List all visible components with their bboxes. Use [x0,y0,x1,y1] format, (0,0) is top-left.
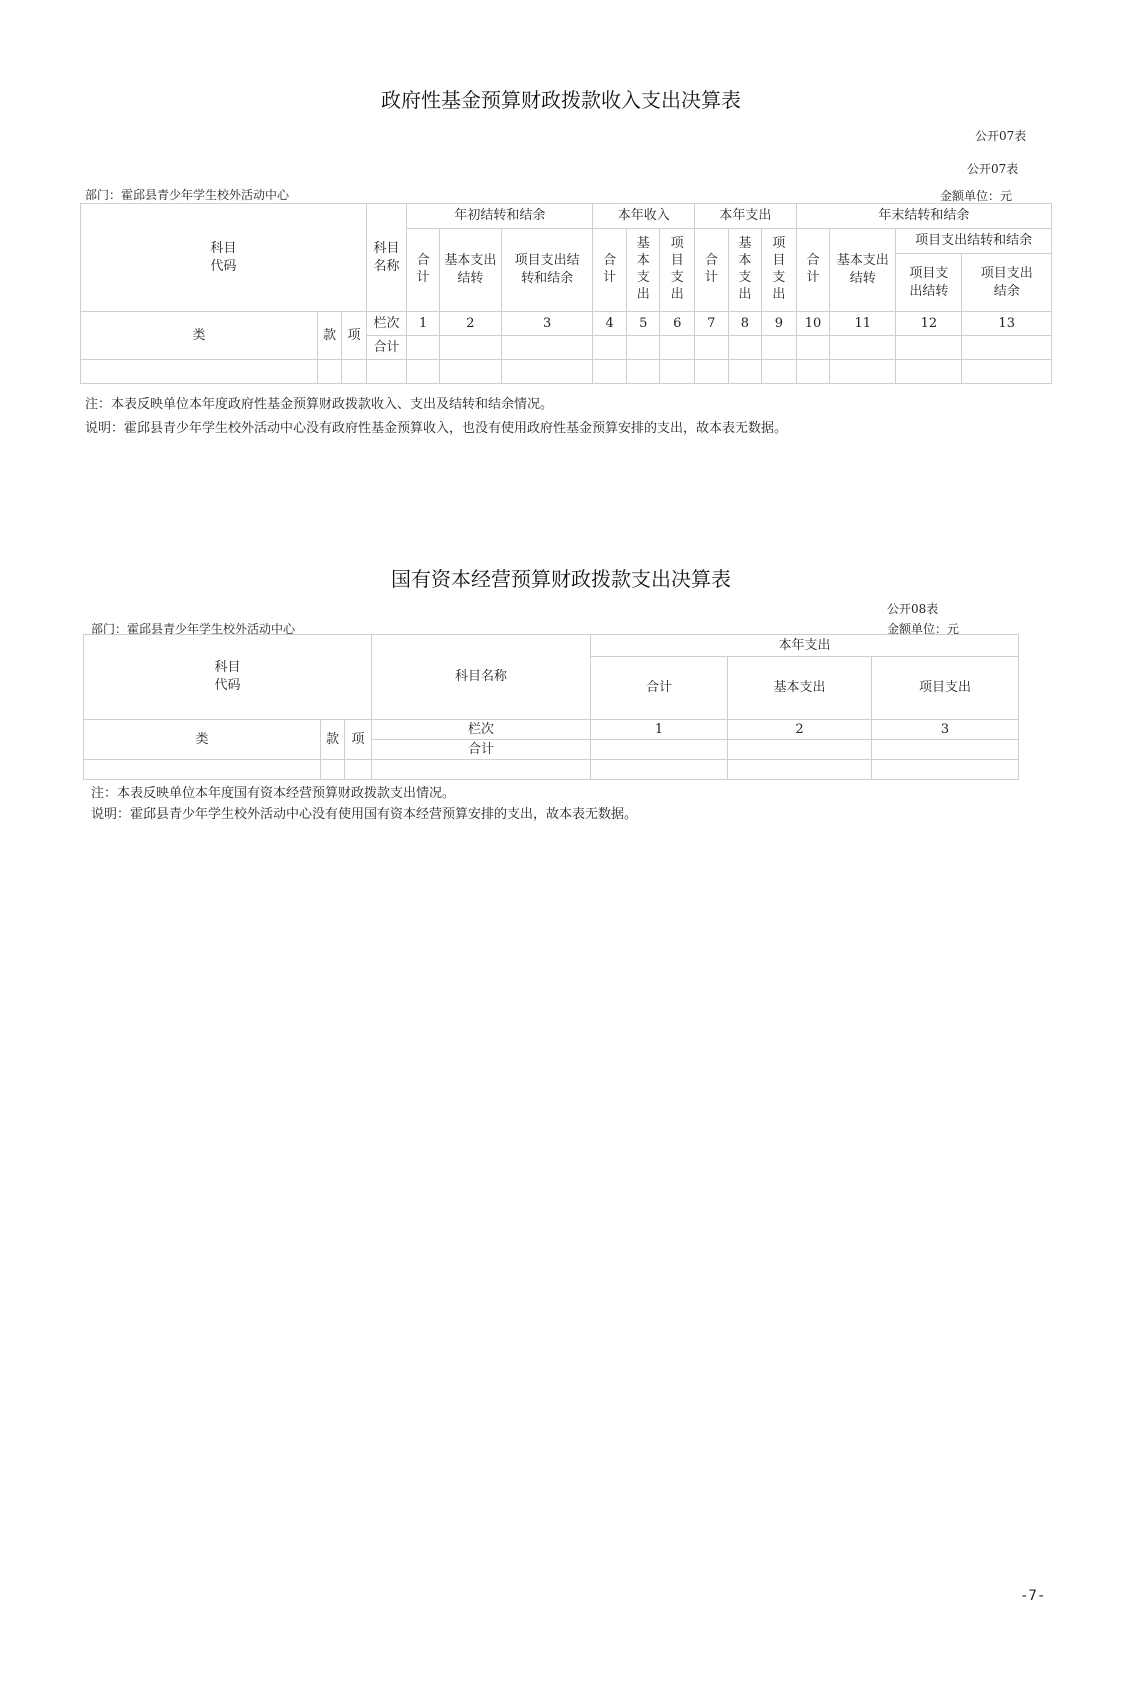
table7-header-income-total: 合计 [593,229,627,312]
table7-header-kuan: 款 [317,312,341,360]
table8-header-project: 项目支出 [872,657,1019,720]
table8-empty-row [84,760,1019,780]
table8-colnum-1: 1 [591,720,728,740]
table8-unit: 金额单位：元 [887,622,960,636]
table7-title: 政府性基金预算财政拨款收入支出决算表 [381,88,741,112]
table7-header-begin-project-carry-balance: 项目支出结转和结余 [501,229,593,312]
table7-cell [830,336,896,360]
table7-header-subject-code: 科目代码 [81,204,367,312]
table7-colnum-6: 6 [660,312,695,336]
table8-sum-label: 合计 [372,740,591,760]
table7-colnum-10: 10 [796,312,830,336]
table7-colnum-8: 8 [728,312,762,336]
table7-header-end-total: 合计 [796,229,830,312]
table8-header-kuan: 款 [321,720,345,760]
table7-header-expense-total: 合计 [695,229,729,312]
table8-department: 部门：霍邱县青少年学生校外活动中心 [91,622,296,636]
table8-header-subject-code: 科目代码 [84,635,372,720]
table8-header-total: 合计 [591,657,728,720]
table7-cell [407,336,440,360]
table7-header-subject-name: 科目名称 [366,204,407,312]
page-number: -7- [1020,1588,1046,1604]
table7-colnum-11: 11 [830,312,896,336]
table7-header-end-basic-carry: 基本支出结转 [830,229,896,312]
table8-note: 注：本表反映单位本年度国有资本经营预算财政拨款支出情况。 [91,786,456,801]
table7-department: 部门：霍邱县青少年学生校外活动中心 [85,188,290,202]
table7-code: 公开07表 [967,162,1019,176]
table8-cell [728,740,872,760]
table7-empty-row [81,360,1052,384]
table8-header-xiang: 项 [345,720,372,760]
table7-colnum-2: 2 [439,312,501,336]
table7-row-label: 栏次 [366,312,407,336]
table8-header-basic: 基本支出 [728,657,872,720]
table7-cell [962,336,1052,360]
table7-cell [660,336,695,360]
table7-header-expense-basic: 基本支出 [728,229,762,312]
table7-cell [896,336,962,360]
table7-cell [501,336,593,360]
table7-note: 注：本表反映单位本年度政府性基金预算财政拨款收入、支出及结转和结余情况。 [85,397,554,412]
table7-header-income: 本年收入 [593,204,695,229]
table7-header-end-project-carry: 项目支出结转 [896,254,962,312]
table7-header-begin-basic-carry: 基本支出结转 [439,229,501,312]
table7-header-expense: 本年支出 [695,204,797,229]
table8-explanation: 说明：霍邱县青少年学生校外活动中心没有使用国有资本经营预算安排的支出，故本表无数据。 [91,807,638,822]
table7-header-expense-project: 项目支出 [762,229,797,312]
table7-unit: 金额单位：元 [940,189,1013,203]
table8-header-expense: 本年支出 [591,635,1019,657]
table7-colnum-5: 5 [626,312,660,336]
table7-colnum-13: 13 [962,312,1052,336]
table7-cell [762,336,797,360]
table8-code: 公开08表 [887,602,939,616]
table7-colnum-7: 7 [695,312,729,336]
table7-colnum-9: 9 [762,312,797,336]
table8-colnum-2: 2 [728,720,872,740]
table8-row-label: 栏次 [372,720,591,740]
table7-cell [796,336,830,360]
table7-header-end-balance: 年末结转和结余 [796,204,1051,229]
table7-cell [626,336,660,360]
table7-header-income-basic: 基本支出 [626,229,660,312]
table7-header-xiang: 项 [342,312,366,360]
table7-header-income-project: 项目支出 [660,229,695,312]
table8-cell [591,740,728,760]
table7-cell [728,336,762,360]
table8-cell [872,740,1019,760]
table8-header-subject-name: 科目名称 [372,635,591,720]
table8-header-lei: 类 [84,720,321,760]
table7-colnum-3: 3 [501,312,593,336]
table7-sum-label: 合计 [366,336,407,360]
table8-title: 国有资本经营预算财政拨款支出决算表 [391,567,731,591]
table7-explanation: 说明：霍邱县青少年学生校外活动中心没有政府性基金预算收入，也没有使用政府性基金预算安排的支出，故本表无数据。 [85,421,788,436]
table7-header-begin-balance: 年初结转和结余 [407,204,593,229]
table7-code-top: 公开07表 [975,129,1027,143]
table7-header-end-project-balance: 项目支出结余 [962,254,1052,312]
table7-cell [593,336,627,360]
table7-grid [80,203,1052,384]
table7-cell [439,336,501,360]
table7-header-lei: 类 [81,312,318,360]
table7-header-end-project-carry-balance: 项目支出结转和结余 [896,229,1052,254]
table7-cell [695,336,729,360]
table8-colnum-3: 3 [872,720,1019,740]
table8-grid [83,634,1019,780]
table7-colnum-12: 12 [896,312,962,336]
table7-header-begin-total: 合计 [407,229,440,312]
table7-colnum-4: 4 [593,312,627,336]
table7-colnum-1: 1 [407,312,440,336]
